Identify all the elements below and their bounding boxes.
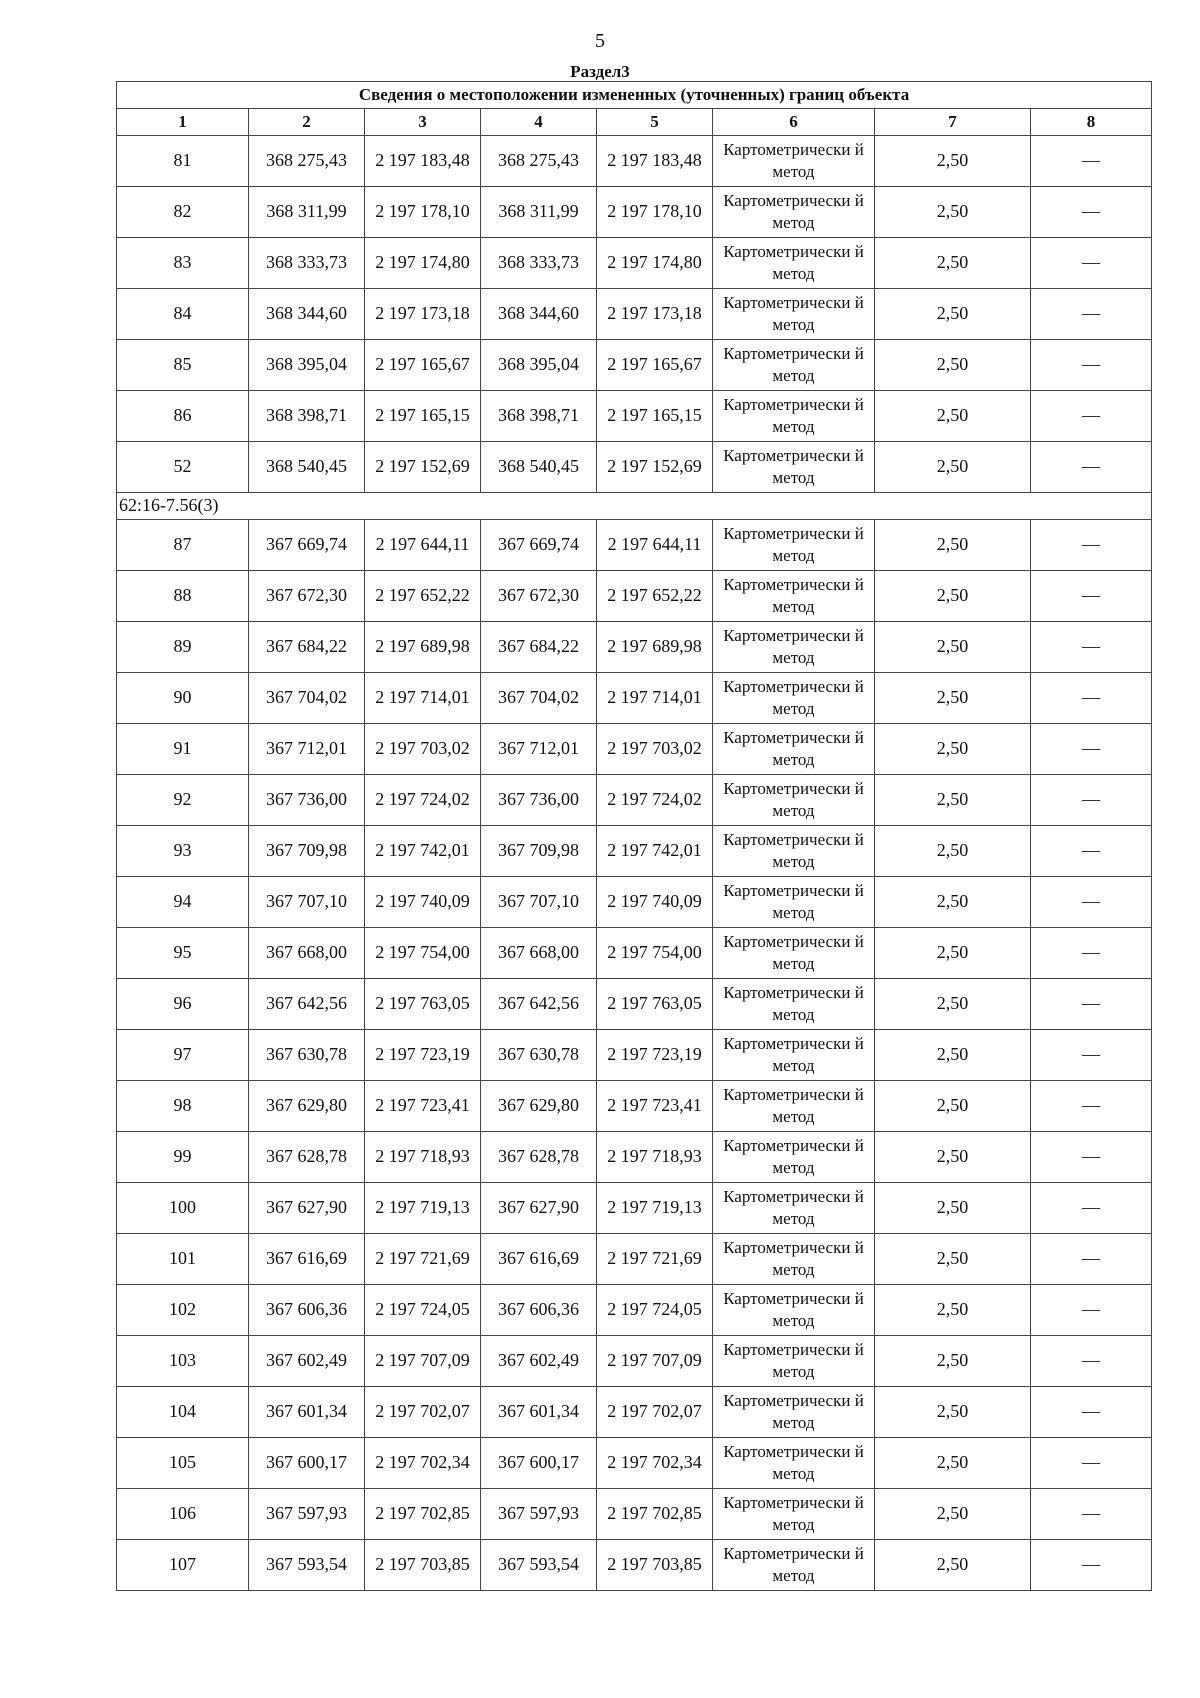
cell-point-number: 102	[117, 1285, 249, 1336]
cell-new-x: 367 601,34	[481, 1387, 597, 1438]
cell-new-x: 368 275,43	[481, 136, 597, 187]
cell-new-x: 367 616,69	[481, 1234, 597, 1285]
cell-new-y: 2 197 689,98	[597, 622, 713, 673]
cell-point-number: 91	[117, 724, 249, 775]
cell-old-x: 367 712,01	[249, 724, 365, 775]
cell-old-y: 2 197 724,05	[365, 1285, 481, 1336]
cell-accuracy: 2,50	[875, 442, 1031, 493]
table-row	[117, 391, 1152, 442]
cell-new-y: 2 197 644,11	[597, 520, 713, 571]
table-row	[117, 673, 1152, 724]
cell-new-x: 367 709,98	[481, 826, 597, 877]
cell-new-y: 2 197 721,69	[597, 1234, 713, 1285]
cell-new-y: 2 197 723,41	[597, 1081, 713, 1132]
boundary-table	[116, 81, 1152, 1591]
cell-old-x: 368 398,71	[249, 391, 365, 442]
cell-new-y: 2 197 165,15	[597, 391, 713, 442]
cell-new-y: 2 197 723,19	[597, 1030, 713, 1081]
cell-method: Картометрически й метод	[713, 1081, 875, 1132]
table-row	[117, 1183, 1152, 1234]
cell-accuracy: 2,50	[875, 724, 1031, 775]
cell-method: Картометрически й метод	[713, 877, 875, 928]
table-row	[117, 724, 1152, 775]
cell-old-y: 2 197 702,34	[365, 1438, 481, 1489]
cell-old-x: 368 333,73	[249, 238, 365, 289]
cell-old-y: 2 197 721,69	[365, 1234, 481, 1285]
cell-old-x: 367 628,78	[249, 1132, 365, 1183]
cell-old-x: 367 630,78	[249, 1030, 365, 1081]
cell-new-y: 2 197 702,85	[597, 1489, 713, 1540]
cell-method: Картометрически й метод	[713, 520, 875, 571]
cell-description: —	[1031, 1132, 1152, 1183]
cell-method: Картометрически й метод	[713, 136, 875, 187]
cell-new-y: 2 197 718,93	[597, 1132, 713, 1183]
column-header: 7	[875, 109, 1031, 136]
cell-old-x: 368 395,04	[249, 340, 365, 391]
table-row	[117, 1489, 1152, 1540]
cell-method: Картометрически й метод	[713, 1540, 875, 1591]
cell-old-y: 2 197 742,01	[365, 826, 481, 877]
cell-accuracy: 2,50	[875, 520, 1031, 571]
cell-old-x: 367 602,49	[249, 1336, 365, 1387]
cell-old-x: 367 669,74	[249, 520, 365, 571]
cell-accuracy: 2,50	[875, 1540, 1031, 1591]
cell-method: Картометрически й метод	[713, 1234, 875, 1285]
cell-new-x: 367 600,17	[481, 1438, 597, 1489]
cell-old-y: 2 197 689,98	[365, 622, 481, 673]
cell-old-x: 368 275,43	[249, 136, 365, 187]
cell-method: Картометрически й метод	[713, 826, 875, 877]
cell-old-x: 367 707,10	[249, 877, 365, 928]
cell-description: —	[1031, 1030, 1152, 1081]
cell-accuracy: 2,50	[875, 1081, 1031, 1132]
cell-point-number: 92	[117, 775, 249, 826]
cell-description: —	[1031, 1540, 1152, 1591]
cell-old-y: 2 197 173,18	[365, 289, 481, 340]
cell-accuracy: 2,50	[875, 1336, 1031, 1387]
cell-old-x: 368 540,45	[249, 442, 365, 493]
table-row	[117, 826, 1152, 877]
table-row	[117, 340, 1152, 391]
cell-accuracy: 2,50	[875, 1030, 1031, 1081]
cell-new-x: 367 629,80	[481, 1081, 597, 1132]
cell-new-x: 368 395,04	[481, 340, 597, 391]
cell-point-number: 93	[117, 826, 249, 877]
cell-old-y: 2 197 644,11	[365, 520, 481, 571]
cell-method: Картометрически й метод	[713, 724, 875, 775]
cell-description: —	[1031, 1285, 1152, 1336]
cell-accuracy: 2,50	[875, 1438, 1031, 1489]
cell-old-x: 367 629,80	[249, 1081, 365, 1132]
cell-accuracy: 2,50	[875, 391, 1031, 442]
cell-accuracy: 2,50	[875, 673, 1031, 724]
table-row	[117, 136, 1152, 187]
cell-description: —	[1031, 826, 1152, 877]
cell-old-y: 2 197 165,15	[365, 391, 481, 442]
cell-method: Картометрически й метод	[713, 1030, 875, 1081]
cell-new-x: 367 602,49	[481, 1336, 597, 1387]
cell-old-y: 2 197 183,48	[365, 136, 481, 187]
cell-accuracy: 2,50	[875, 1183, 1031, 1234]
cell-new-y: 2 197 174,80	[597, 238, 713, 289]
cell-new-x: 367 707,10	[481, 877, 597, 928]
cell-accuracy: 2,50	[875, 928, 1031, 979]
cell-new-x: 368 311,99	[481, 187, 597, 238]
cell-method: Картометрически й метод	[713, 391, 875, 442]
column-header: 8	[1031, 109, 1152, 136]
cell-old-y: 2 197 740,09	[365, 877, 481, 928]
cell-new-x: 367 628,78	[481, 1132, 597, 1183]
cell-point-number: 104	[117, 1387, 249, 1438]
cell-old-x: 367 600,17	[249, 1438, 365, 1489]
cell-description: —	[1031, 673, 1152, 724]
cell-description: —	[1031, 289, 1152, 340]
table-row	[117, 1387, 1152, 1438]
table-row	[117, 622, 1152, 673]
cell-new-x: 368 398,71	[481, 391, 597, 442]
group-label: 62:16-7.56(3)	[117, 493, 1152, 520]
table-row	[117, 1285, 1152, 1336]
cell-method: Картометрически й метод	[713, 1489, 875, 1540]
cell-point-number: 97	[117, 1030, 249, 1081]
cell-point-number: 95	[117, 928, 249, 979]
cell-old-y: 2 197 165,67	[365, 340, 481, 391]
cell-point-number: 90	[117, 673, 249, 724]
table-row	[117, 442, 1152, 493]
table-row	[117, 289, 1152, 340]
cell-old-x: 368 344,60	[249, 289, 365, 340]
cell-description: —	[1031, 928, 1152, 979]
cell-old-x: 367 601,34	[249, 1387, 365, 1438]
cell-new-y: 2 197 183,48	[597, 136, 713, 187]
cell-accuracy: 2,50	[875, 1234, 1031, 1285]
cell-description: —	[1031, 877, 1152, 928]
cell-description: —	[1031, 136, 1152, 187]
column-header-row	[117, 109, 1152, 136]
cell-old-y: 2 197 719,13	[365, 1183, 481, 1234]
cell-new-y: 2 197 702,34	[597, 1438, 713, 1489]
cell-new-x: 367 606,36	[481, 1285, 597, 1336]
cell-old-y: 2 197 174,80	[365, 238, 481, 289]
cell-new-x: 368 333,73	[481, 238, 597, 289]
cell-description: —	[1031, 1336, 1152, 1387]
cell-method: Картометрически й метод	[713, 571, 875, 622]
cell-method: Картометрически й метод	[713, 238, 875, 289]
cell-new-y: 2 197 702,07	[597, 1387, 713, 1438]
cell-new-y: 2 197 742,01	[597, 826, 713, 877]
cell-accuracy: 2,50	[875, 340, 1031, 391]
cell-point-number: 94	[117, 877, 249, 928]
cell-old-x: 368 311,99	[249, 187, 365, 238]
cell-description: —	[1031, 187, 1152, 238]
cell-old-x: 367 684,22	[249, 622, 365, 673]
cell-method: Картометрически й метод	[713, 1285, 875, 1336]
cell-new-x: 367 684,22	[481, 622, 597, 673]
cell-accuracy: 2,50	[875, 622, 1031, 673]
cell-old-y: 2 197 702,07	[365, 1387, 481, 1438]
cell-new-x: 367 627,90	[481, 1183, 597, 1234]
cell-old-x: 367 704,02	[249, 673, 365, 724]
cell-description: —	[1031, 238, 1152, 289]
column-header: 3	[365, 109, 481, 136]
cell-accuracy: 2,50	[875, 1132, 1031, 1183]
cell-old-y: 2 197 718,93	[365, 1132, 481, 1183]
cell-point-number: 103	[117, 1336, 249, 1387]
cell-method: Картометрически й метод	[713, 928, 875, 979]
cell-description: —	[1031, 1183, 1152, 1234]
table-row	[117, 187, 1152, 238]
cell-method: Картометрически й метод	[713, 673, 875, 724]
column-header: 4	[481, 109, 597, 136]
cell-description: —	[1031, 1234, 1152, 1285]
cell-description: —	[1031, 1387, 1152, 1438]
cell-old-x: 367 642,56	[249, 979, 365, 1030]
cell-old-x: 367 627,90	[249, 1183, 365, 1234]
cell-point-number: 85	[117, 340, 249, 391]
table-row	[117, 1132, 1152, 1183]
cell-new-y: 2 197 707,09	[597, 1336, 713, 1387]
cell-accuracy: 2,50	[875, 826, 1031, 877]
cell-point-number: 89	[117, 622, 249, 673]
cell-description: —	[1031, 775, 1152, 826]
cell-new-y: 2 197 173,18	[597, 289, 713, 340]
cell-method: Картометрически й метод	[713, 622, 875, 673]
cell-description: —	[1031, 571, 1152, 622]
table-row	[117, 1540, 1152, 1591]
table-row	[117, 928, 1152, 979]
column-header: 2	[249, 109, 365, 136]
cell-accuracy: 2,50	[875, 877, 1031, 928]
cell-old-y: 2 197 724,02	[365, 775, 481, 826]
cell-accuracy: 2,50	[875, 136, 1031, 187]
cell-old-x: 367 668,00	[249, 928, 365, 979]
cell-old-y: 2 197 754,00	[365, 928, 481, 979]
cell-point-number: 98	[117, 1081, 249, 1132]
cell-new-y: 2 197 754,00	[597, 928, 713, 979]
cell-old-x: 367 616,69	[249, 1234, 365, 1285]
cell-new-x: 367 736,00	[481, 775, 597, 826]
cell-description: —	[1031, 1489, 1152, 1540]
table-title: Сведения о местоположении измененных (уточненных) границ объекта	[117, 82, 1152, 109]
cell-point-number: 83	[117, 238, 249, 289]
cell-description: —	[1031, 979, 1152, 1030]
cell-old-y: 2 197 714,01	[365, 673, 481, 724]
cell-description: —	[1031, 622, 1152, 673]
cell-point-number: 52	[117, 442, 249, 493]
cell-new-x: 368 540,45	[481, 442, 597, 493]
cell-method: Картометрически й метод	[713, 979, 875, 1030]
cell-method: Картометрически й метод	[713, 340, 875, 391]
cell-description: —	[1031, 724, 1152, 775]
cell-old-y: 2 197 723,19	[365, 1030, 481, 1081]
cell-old-y: 2 197 723,41	[365, 1081, 481, 1132]
cell-old-x: 367 597,93	[249, 1489, 365, 1540]
section-label: Раздел3	[570, 62, 630, 81]
cell-old-x: 367 672,30	[249, 571, 365, 622]
cell-old-x: 367 593,54	[249, 1540, 365, 1591]
cell-method: Картометрически й метод	[713, 1183, 875, 1234]
cell-method: Картометрически й метод	[713, 1336, 875, 1387]
cell-old-y: 2 197 152,69	[365, 442, 481, 493]
cell-new-y: 2 197 703,85	[597, 1540, 713, 1591]
group-row	[117, 493, 1152, 520]
table-row	[117, 775, 1152, 826]
cell-accuracy: 2,50	[875, 1285, 1031, 1336]
table-row	[117, 1336, 1152, 1387]
cell-new-y: 2 197 165,67	[597, 340, 713, 391]
cell-point-number: 106	[117, 1489, 249, 1540]
cell-point-number: 100	[117, 1183, 249, 1234]
table-row	[117, 571, 1152, 622]
cell-accuracy: 2,50	[875, 571, 1031, 622]
cell-new-x: 367 597,93	[481, 1489, 597, 1540]
cell-point-number: 86	[117, 391, 249, 442]
cell-accuracy: 2,50	[875, 187, 1031, 238]
table-row	[117, 1081, 1152, 1132]
cell-description: —	[1031, 1438, 1152, 1489]
cell-old-y: 2 197 763,05	[365, 979, 481, 1030]
column-header: 5	[597, 109, 713, 136]
cell-method: Картометрически й метод	[713, 1387, 875, 1438]
table-row	[117, 877, 1152, 928]
cell-new-y: 2 197 652,22	[597, 571, 713, 622]
cell-new-x: 367 704,02	[481, 673, 597, 724]
cell-new-y: 2 197 740,09	[597, 877, 713, 928]
cell-old-y: 2 197 652,22	[365, 571, 481, 622]
column-header: 1	[117, 109, 249, 136]
cell-point-number: 99	[117, 1132, 249, 1183]
cell-description: —	[1031, 442, 1152, 493]
cell-new-y: 2 197 724,02	[597, 775, 713, 826]
cell-accuracy: 2,50	[875, 1489, 1031, 1540]
cell-new-x: 367 642,56	[481, 979, 597, 1030]
cell-point-number: 105	[117, 1438, 249, 1489]
cell-accuracy: 2,50	[875, 289, 1031, 340]
cell-old-y: 2 197 703,02	[365, 724, 481, 775]
cell-point-number: 81	[117, 136, 249, 187]
cell-description: —	[1031, 520, 1152, 571]
cell-new-y: 2 197 724,05	[597, 1285, 713, 1336]
cell-old-y: 2 197 703,85	[365, 1540, 481, 1591]
cell-method: Картометрически й метод	[713, 1132, 875, 1183]
cell-new-x: 367 712,01	[481, 724, 597, 775]
column-header: 6	[713, 109, 875, 136]
cell-new-y: 2 197 178,10	[597, 187, 713, 238]
cell-new-x: 367 672,30	[481, 571, 597, 622]
cell-old-y: 2 197 702,85	[365, 1489, 481, 1540]
table-row	[117, 979, 1152, 1030]
cell-method: Картометрически й метод	[713, 1438, 875, 1489]
cell-new-y: 2 197 719,13	[597, 1183, 713, 1234]
cell-point-number: 96	[117, 979, 249, 1030]
cell-new-x: 367 668,00	[481, 928, 597, 979]
table-row	[117, 1438, 1152, 1489]
cell-accuracy: 2,50	[875, 238, 1031, 289]
page-number: 5	[595, 30, 605, 52]
cell-method: Картометрически й метод	[713, 442, 875, 493]
cell-new-x: 368 344,60	[481, 289, 597, 340]
cell-accuracy: 2,50	[875, 775, 1031, 826]
cell-new-x: 367 669,74	[481, 520, 597, 571]
cell-point-number: 88	[117, 571, 249, 622]
cell-accuracy: 2,50	[875, 979, 1031, 1030]
cell-new-y: 2 197 152,69	[597, 442, 713, 493]
cell-point-number: 82	[117, 187, 249, 238]
cell-description: —	[1031, 1081, 1152, 1132]
cell-new-y: 2 197 714,01	[597, 673, 713, 724]
cell-method: Картометрически й метод	[713, 775, 875, 826]
cell-point-number: 107	[117, 1540, 249, 1591]
cell-description: —	[1031, 340, 1152, 391]
cell-point-number: 101	[117, 1234, 249, 1285]
cell-new-y: 2 197 703,02	[597, 724, 713, 775]
cell-old-y: 2 197 707,09	[365, 1336, 481, 1387]
cell-description: —	[1031, 391, 1152, 442]
table-row	[117, 1234, 1152, 1285]
cell-old-y: 2 197 178,10	[365, 187, 481, 238]
table-row	[117, 1030, 1152, 1081]
cell-point-number: 84	[117, 289, 249, 340]
cell-old-x: 367 606,36	[249, 1285, 365, 1336]
table-title-row	[117, 82, 1152, 109]
table-row	[117, 238, 1152, 289]
cell-old-x: 367 736,00	[249, 775, 365, 826]
table-row	[117, 520, 1152, 571]
cell-old-x: 367 709,98	[249, 826, 365, 877]
cell-new-x: 367 630,78	[481, 1030, 597, 1081]
cell-method: Картометрически й метод	[713, 187, 875, 238]
cell-new-x: 367 593,54	[481, 1540, 597, 1591]
cell-method: Картометрически й метод	[713, 289, 875, 340]
cell-point-number: 87	[117, 520, 249, 571]
cell-new-y: 2 197 763,05	[597, 979, 713, 1030]
cell-accuracy: 2,50	[875, 1387, 1031, 1438]
